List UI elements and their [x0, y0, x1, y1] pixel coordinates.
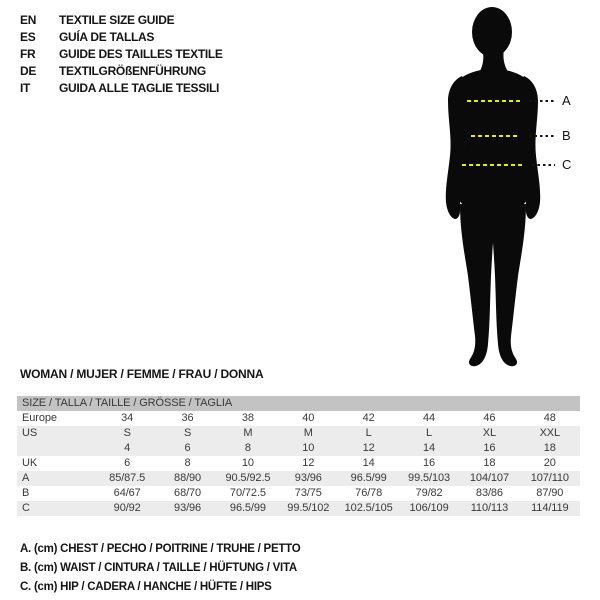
cell: 8 — [184, 457, 191, 469]
cell: M — [243, 427, 253, 439]
language-title-list — [20, 12, 223, 97]
cell: 70/72.5 — [229, 487, 266, 499]
cell: 87/90 — [536, 487, 564, 499]
language-code: DE — [20, 64, 37, 78]
hip-measure-line — [462, 164, 524, 166]
cell: 34 — [121, 412, 134, 424]
waist-measure-line — [471, 135, 519, 137]
row-label: UK — [22, 457, 38, 469]
cell: 8 — [244, 442, 251, 454]
language-row — [20, 63, 223, 80]
waist-leader-line — [529, 135, 555, 137]
cell: L — [365, 427, 372, 439]
cell: 38 — [241, 412, 254, 424]
cell: 12 — [302, 457, 315, 469]
cell: 18 — [543, 442, 556, 454]
cell: 10 — [241, 457, 254, 469]
table-row-waist-b — [17, 486, 580, 501]
language-code: EN — [20, 13, 37, 27]
language-row — [20, 29, 223, 46]
legend-item-hip: C. (cm) HIP / CADERA / HANCHE / HÜFTE / HIPS — [20, 581, 272, 593]
cell: 68/70 — [174, 487, 202, 499]
table-row-uk — [17, 456, 580, 471]
hip-leader-line — [532, 164, 555, 166]
measurement-legend — [20, 540, 300, 597]
marker-label-a: A — [562, 93, 571, 108]
cell: 16 — [483, 442, 496, 454]
cell: 12 — [362, 442, 375, 454]
language-row — [20, 80, 223, 97]
cell: 10 — [302, 442, 315, 454]
marker-label-c: C — [562, 157, 572, 172]
language-code: IT — [20, 81, 31, 95]
legend-item-waist: B. (cm) WAIST / CINTURA / TAILLE / HÜFTUNG / VITA — [20, 562, 297, 574]
cell: 40 — [302, 412, 315, 424]
cell: 107/110 — [530, 472, 569, 484]
language-title: GUÍA DE TALLAS — [59, 30, 155, 44]
cell: 6 — [124, 457, 131, 469]
language-row — [20, 12, 223, 29]
size-table-header: SIZE / TALLA / TAILLE / GRÖSSE / TAGLIA — [17, 396, 580, 411]
legend-item-chest: A. (cm) CHEST / PECHO / POITRINE / TRUHE / PETTO — [20, 543, 301, 555]
cell: 83/86 — [475, 487, 503, 499]
cell: 102.5/105 — [344, 502, 393, 514]
cell: 93/96 — [174, 502, 202, 514]
row-label: B — [22, 487, 30, 499]
cell: 114/119 — [531, 502, 569, 514]
chest-measure-line — [467, 100, 523, 102]
cell: M — [303, 427, 313, 439]
cell: 96.5/99 — [350, 472, 387, 484]
cell: 90.5/92.5 — [225, 472, 271, 484]
table-row-us-letters — [17, 426, 580, 441]
cell: S — [183, 427, 192, 439]
cell: 16 — [423, 457, 436, 469]
gender-section-title: WOMAN / MUJER / FEMME / FRAU / DONNA — [20, 367, 264, 381]
cell: 104/107 — [469, 472, 509, 484]
cell: 110/113 — [470, 502, 509, 514]
cell: L — [426, 427, 433, 439]
language-code: FR — [20, 47, 36, 61]
cell: 46 — [483, 412, 496, 424]
cell: 6 — [184, 442, 191, 454]
row-label: A — [22, 472, 30, 484]
row-label: C — [22, 502, 30, 514]
language-title: TEXTILE SIZE GUIDE — [59, 13, 175, 27]
cell: 48 — [543, 412, 556, 424]
row-label — [17, 441, 97, 456]
cell: 18 — [483, 457, 496, 469]
language-title: GUIDA ALLE TAGLIE TESSILI — [59, 81, 220, 95]
cell: 79/82 — [415, 487, 443, 499]
row-label: Europe — [22, 412, 57, 424]
cell: 36 — [181, 412, 194, 424]
marker-label-b: B — [562, 128, 571, 143]
cell: 64/67 — [113, 487, 141, 499]
table-row-hip-c — [17, 501, 580, 516]
cell: 14 — [423, 442, 436, 454]
cell: S — [123, 427, 131, 439]
cell: 14 — [362, 457, 375, 469]
size-table — [17, 396, 580, 516]
language-row — [20, 46, 223, 63]
language-title: GUIDE DES TAILLES TEXTILE — [59, 47, 223, 61]
language-code: ES — [20, 30, 36, 44]
cell: 20 — [543, 457, 556, 469]
cell: 96.5/99 — [229, 502, 266, 514]
cell: 44 — [423, 412, 436, 424]
cell: 90/92 — [113, 502, 141, 514]
chest-leader-line — [529, 100, 555, 102]
table-row-chest-a — [17, 471, 580, 486]
cell: XXL — [539, 427, 561, 439]
cell: 85/87.5 — [109, 472, 146, 484]
table-row-us-numbers — [17, 441, 580, 456]
cell: 88/90 — [174, 472, 202, 484]
language-title: TEXTILGRÖßENFÜHRUNG — [59, 64, 206, 78]
cell: 73/75 — [294, 487, 322, 499]
cell: 93/96 — [294, 472, 322, 484]
cell: 106/109 — [409, 502, 449, 514]
cell: 42 — [362, 412, 375, 424]
woman-silhouette-icon — [428, 4, 568, 368]
cell: 99.5/103 — [408, 472, 451, 484]
table-row-europe — [17, 411, 580, 426]
row-label: US — [22, 427, 38, 439]
cell: 4 — [124, 442, 131, 454]
cell: XL — [482, 427, 497, 439]
cell: 99.5/102 — [287, 502, 330, 514]
cell: 76/78 — [355, 487, 383, 499]
